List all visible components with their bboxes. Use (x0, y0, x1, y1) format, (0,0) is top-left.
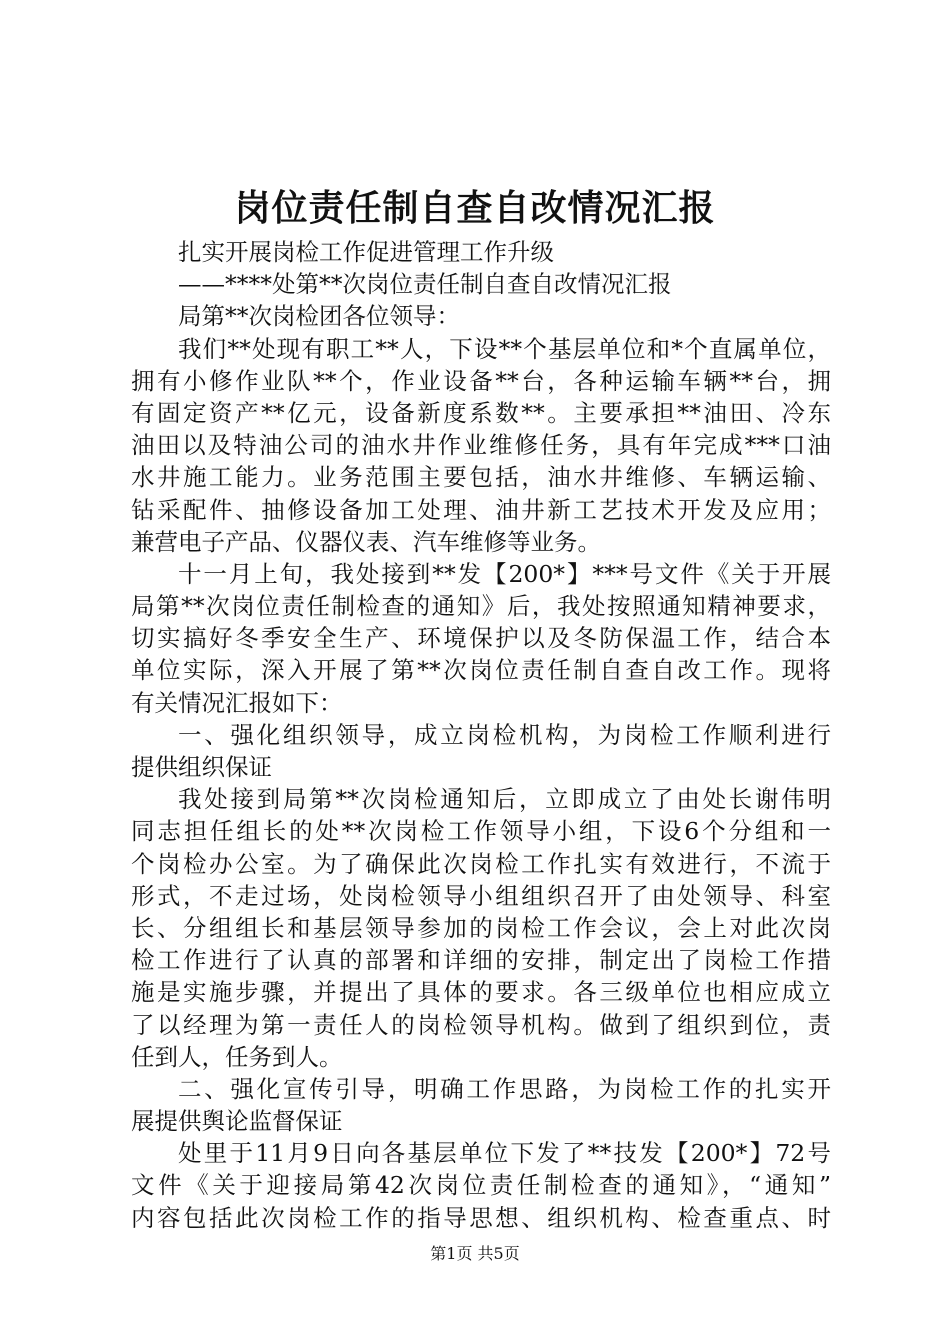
body-line: 检工作进行了认真的部署和详细的安排，制定出了岗检工作措 (131, 946, 831, 975)
document-body (131, 236, 831, 1234)
body-line: 水井施工能力。业务范围主要包括，油水井维修、车辆运输、 (131, 463, 831, 492)
body-line: 有固定资产**亿元，设备新度系数**。主要承担**油田、冷东 (131, 398, 831, 427)
body-line: 内容包括此次岗检工作的指导思想、组织机构、检查重点、时 (131, 1203, 831, 1232)
body-line: 展提供舆论监督保证 (131, 1107, 343, 1136)
page-footer: 第1页 共5页 (430, 1244, 520, 1263)
body-line: 有关情况汇报如下： (131, 688, 343, 717)
body-line: 一、强化组织领导，成立岗检机构，为岗检工作顺利进行 (178, 720, 831, 749)
body-line: 拥有小修作业队**个，作业设备**台，各种运输车辆**台，拥 (131, 366, 831, 395)
body-line: 施是实施步骤，并提出了具体的要求。各三级单位也相应成立 (131, 978, 831, 1007)
body-line: ——****处第**次岗位责任制自查自改情况汇报 (178, 270, 672, 299)
body-line: 了以经理为第一责任人的岗检领导机构。做到了组织到位，责 (131, 1010, 831, 1039)
body-line: 切实搞好冬季安全生产、环境保护以及冬防保温工作，结合本 (131, 624, 831, 653)
body-line: 十一月上旬，我处接到**发【200*】***号文件《关于开展 (178, 559, 831, 588)
body-line: 同志担任组长的处**次岗检工作领导小组，下设6个分组和一 (131, 817, 831, 846)
body-line: 长、分组组长和基层领导参加的岗检工作会议，会上对此次岗 (131, 913, 831, 942)
body-line: 局第**次岗检团各位领导： (178, 302, 460, 331)
body-line: 文件《关于迎接局第42次岗位责任制检查的通知》，“通知” (131, 1171, 831, 1200)
body-line: 钻采配件、抽修设备加工处理、油井新工艺技术开发及应用； (131, 495, 831, 524)
body-line: 我们**处现有职工**人，下设**个基层单位和*个直属单位， (178, 334, 831, 363)
body-line: 油田以及特油公司的油水井作业维修任务，具有年完成***口油 (131, 431, 831, 460)
body-line: 个岗检办公室。为了确保此次岗检工作扎实有效进行，不流于 (131, 849, 831, 878)
body-line: 兼营电子产品、仪器仪表、汽车维修等业务。 (131, 527, 601, 556)
body-line: 任到人，任务到人。 (131, 1042, 343, 1071)
body-line: 单位实际，深入开展了第**次岗位责任制自查自改工作。现将 (131, 656, 831, 685)
body-line: 提供组织保证 (131, 753, 272, 781)
body-line: 形式，不走过场，处岗检领导小组组织召开了由处领导、科室 (131, 881, 831, 910)
body-line: 扎实开展岗检工作促进管理工作升级 (178, 238, 554, 266)
body-line: 我处接到局第**次岗检通知后，立即成立了由处长谢伟明 (178, 785, 831, 814)
body-line: 处里于11月9日向各基层单位下发了**技发【200*】72号 (178, 1139, 831, 1168)
body-line: 二、强化宣传引导，明确工作思路，为岗检工作的扎实开 (178, 1074, 831, 1103)
body-line: 局第**次岗位责任制检查的通知》后，我处按照通知精神要求， (131, 592, 831, 621)
document-title: 岗位责任制自查自改情况汇报 (234, 187, 716, 229)
